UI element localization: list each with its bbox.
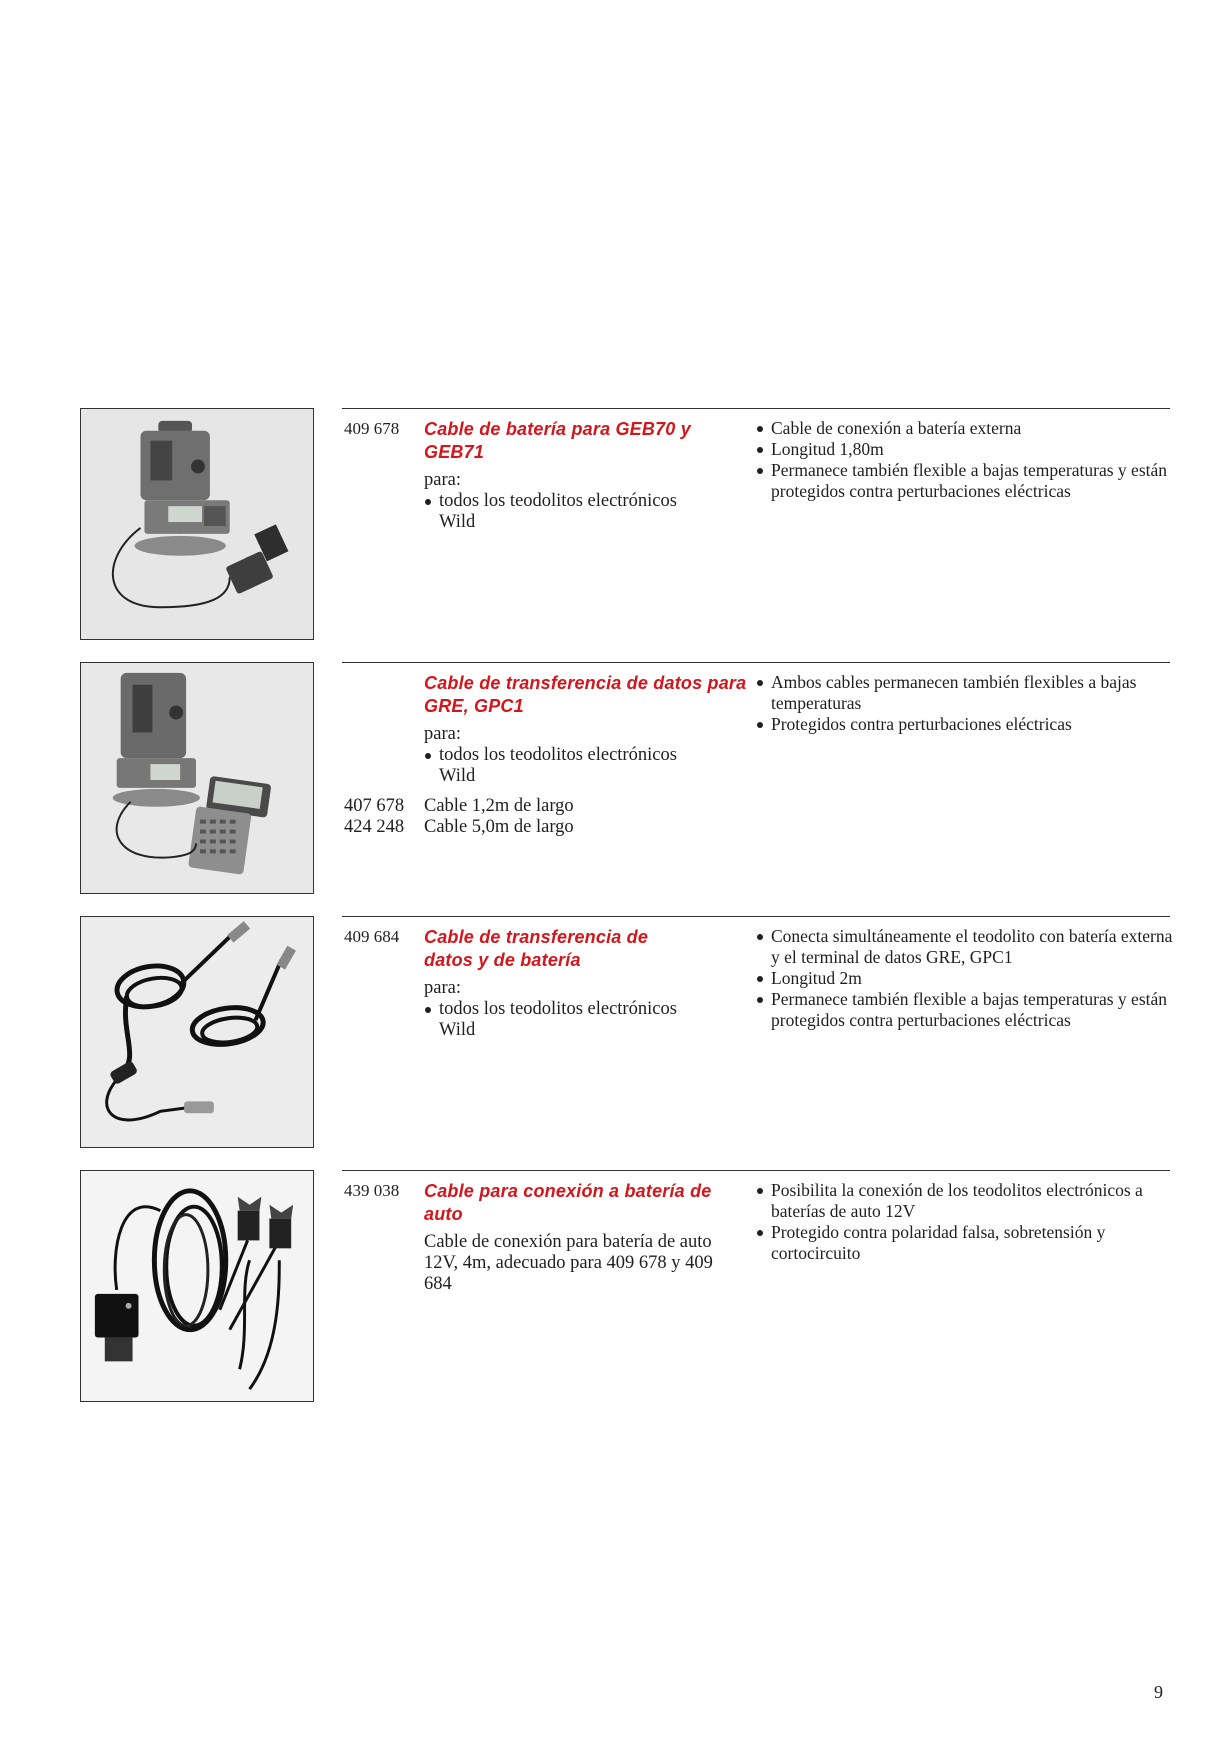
article-number: 409 678 bbox=[344, 419, 400, 438]
applicability-item: todos los teodolitos electrónicos bbox=[424, 745, 754, 766]
applicability-item: todos los teodolitos electrónicos bbox=[424, 491, 754, 512]
product-description bbox=[344, 672, 754, 838]
product-title: Cable de transferencia de datos para GRE, GPC1 bbox=[424, 673, 747, 716]
feature-list bbox=[756, 926, 1176, 1031]
feature-list bbox=[756, 672, 1176, 735]
article-number: 409 684 bbox=[344, 927, 400, 946]
product-photo bbox=[80, 916, 314, 1148]
product-detail: Cable de conexión para batería de auto 12V, 4m, adecuado para 409 678 y 409 684 bbox=[424, 1232, 713, 1294]
article-number: 424 248 bbox=[344, 817, 405, 837]
variant-row bbox=[344, 796, 754, 817]
feature-item: Longitud 1,80m bbox=[756, 439, 1176, 460]
product-title: Cable de batería para GEB70 y GEB71 bbox=[424, 419, 691, 462]
applicability-item: todos los teodolitos electrónicos bbox=[424, 999, 754, 1020]
feature-list bbox=[756, 418, 1176, 502]
section-divider bbox=[342, 916, 1170, 917]
feature-list bbox=[756, 1180, 1176, 1264]
product-description bbox=[424, 1180, 754, 1295]
section-divider bbox=[342, 408, 1170, 409]
theodolite-with-data-terminal-image bbox=[81, 663, 313, 893]
car-battery-cable-with-clamps-image bbox=[81, 1171, 313, 1401]
product-item-2 bbox=[80, 662, 1170, 900]
feature-item: Posibilita la conexión de los teodolitos electrónicos a baterías de auto 12V bbox=[756, 1180, 1176, 1222]
product-item-4 bbox=[80, 1170, 1170, 1408]
brand-name: Wild bbox=[439, 1020, 476, 1040]
product-item-3 bbox=[80, 916, 1173, 1154]
feature-item: Permanece también flexible a bajas temperaturas y están protegidos contra perturbaciones eléctricas bbox=[756, 989, 1176, 1031]
variant-list bbox=[344, 796, 754, 838]
feature-item: Permanece también flexible a bajas temperaturas y están protegidos contra perturbaciones eléctricas bbox=[756, 460, 1176, 502]
product-title: Cable para conexión a batería de auto bbox=[424, 1181, 712, 1224]
feature-item: Protegido contra polaridad falsa, sobretensión y cortocircuito bbox=[756, 1222, 1176, 1264]
y-split-cable-image bbox=[81, 917, 313, 1147]
section-divider bbox=[342, 1170, 1170, 1171]
page-number: 9 bbox=[1154, 1682, 1163, 1702]
theodolite-with-battery-cable-image bbox=[81, 409, 313, 639]
article-number: 439 038 bbox=[344, 1181, 400, 1200]
applicability-label: para: bbox=[424, 470, 461, 490]
product-photo bbox=[80, 408, 314, 640]
section-divider bbox=[342, 662, 1170, 663]
brand-name: Wild bbox=[439, 766, 476, 786]
article-number: 407 678 bbox=[344, 796, 405, 816]
product-title: Cable de transferencia de datos y de batería bbox=[424, 927, 649, 970]
product-description bbox=[424, 926, 754, 1041]
feature-item: Longitud 2m bbox=[756, 968, 1176, 989]
variant-row bbox=[344, 817, 754, 838]
product-description bbox=[424, 418, 754, 533]
applicability-label: para: bbox=[424, 724, 461, 744]
brand-name: Wild bbox=[439, 512, 476, 532]
product-item-1 bbox=[80, 408, 1170, 646]
variant-description: Cable 5,0m de largo bbox=[424, 817, 574, 837]
variant-description: Cable 1,2m de largo bbox=[424, 796, 574, 816]
feature-item: Protegidos contra perturbaciones eléctricas bbox=[756, 714, 1176, 735]
feature-item: Cable de conexión a batería externa bbox=[756, 418, 1176, 439]
product-photo bbox=[80, 662, 314, 894]
feature-item: Conecta simultáneamente el teodolito con batería externa y el terminal de datos GRE, GPC1 bbox=[756, 926, 1176, 968]
applicability-label: para: bbox=[424, 978, 461, 998]
product-photo bbox=[80, 1170, 314, 1402]
feature-item: Ambos cables permanecen también flexibles a bajas temperaturas bbox=[756, 672, 1176, 714]
